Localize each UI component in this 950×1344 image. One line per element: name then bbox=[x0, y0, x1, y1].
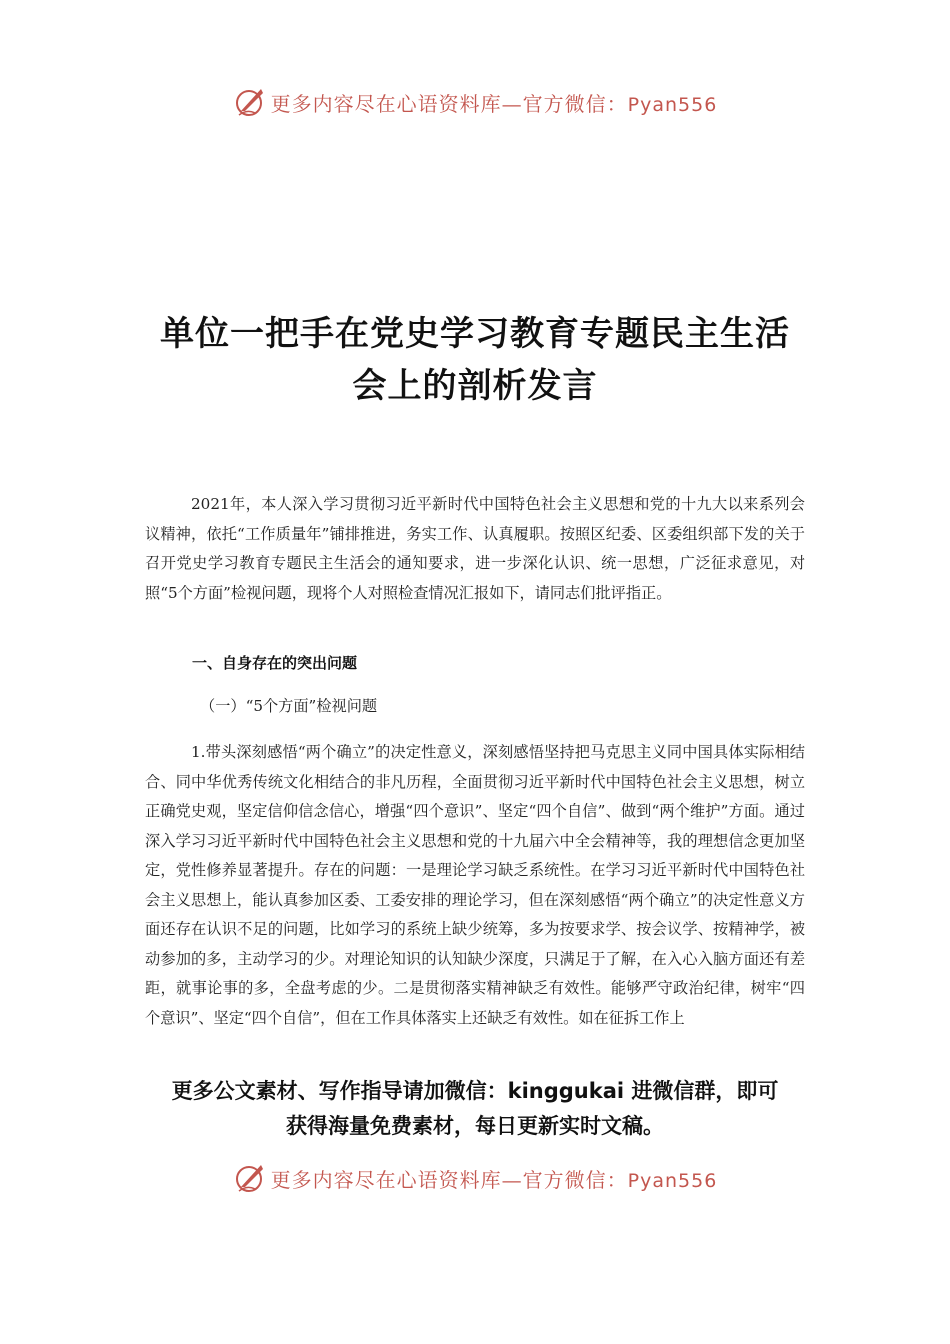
document-title bbox=[130, 308, 820, 412]
promo-line-1: 更多公文素材、写作指导请加微信：kinggukai 进微信群，即可 bbox=[171, 1079, 779, 1103]
title-line-2: 会上的剖析发言 bbox=[352, 366, 598, 406]
banner-text: 更多内容尽在心语资料库—官方微信：Pyan556 bbox=[270, 91, 718, 116]
header-watermark-banner bbox=[0, 82, 950, 122]
title-line-1: 单位一把手在党史学习教育专题民主生活 bbox=[160, 314, 790, 354]
body-paragraph: 1.带头深刻感悟“两个确立”的决定性意义，深刻感悟坚持把马克思主义同中国具体实际相结合、同中华优秀传统文化相结合的非凡历程，全面贯彻习近平新时代中国特色社会主义思想，树立正确党史观，坚定信仰信念信心，增强“四个意识”、坚定“四个自信”、做到“两个维护”方面。通过深入学习习近平新时代中国特色社会主义思想和党的十九届六中全会精神等，我的理想信念更加坚定，党性修养显著提升。存在的问题：一是理论学习缺乏系统性。在学习习近平新时代中国特色社会主义思想上，能认真参加区委、工委安排的理论学习，但在深刻感悟“两个确立”的决定性意义方面还存在认识不足的问题，比如学习的系统上缺少统筹，多为按要求学、按会议学、按精神学，被动参加的多，主动学习的少。对理论知识的认知缺少深度，只满足于了解，在入心入脑方面还有差距，就事论事的多，全盘考虑的少。二是贯彻落实精神缺乏有效性。能够严守政治纪律，树牢“四个意识”、坚定“四个自信”，但在工作具体落实上还缺乏有效性。如在征拆工作上 bbox=[145, 743, 805, 1027]
section-heading: 一、自身存在的突出问题 bbox=[192, 654, 358, 672]
intro-paragraph: 2021年，本人深入学习贯彻习近平新时代中国特色社会主义思想和党的十九大以来系列会议精神，依托“工作质量年”铺排推进，务实工作、认真履职。按照区纪委、区委组织部下发的关于召开党史学习教育专题民主生活会的通知要求，进一步深化认识、统一思想，广泛征求意见，对照“5个方面”检视问题，现将个人对照检查情况汇报如下，请同志们批评指正。 bbox=[145, 495, 805, 602]
quill-logo-icon bbox=[233, 1161, 267, 1195]
quill-logo-icon bbox=[233, 85, 267, 119]
footer-watermark-banner bbox=[0, 1158, 950, 1198]
promo-line-2: 获得海量免费素材，每日更新实时文稿。 bbox=[286, 1114, 664, 1138]
subsection-heading: （一）“5个方面”检视问题 bbox=[200, 697, 378, 715]
banner-text: 更多内容尽在心语资料库—官方微信：Pyan556 bbox=[270, 1167, 718, 1192]
promo-notice bbox=[120, 1074, 830, 1144]
